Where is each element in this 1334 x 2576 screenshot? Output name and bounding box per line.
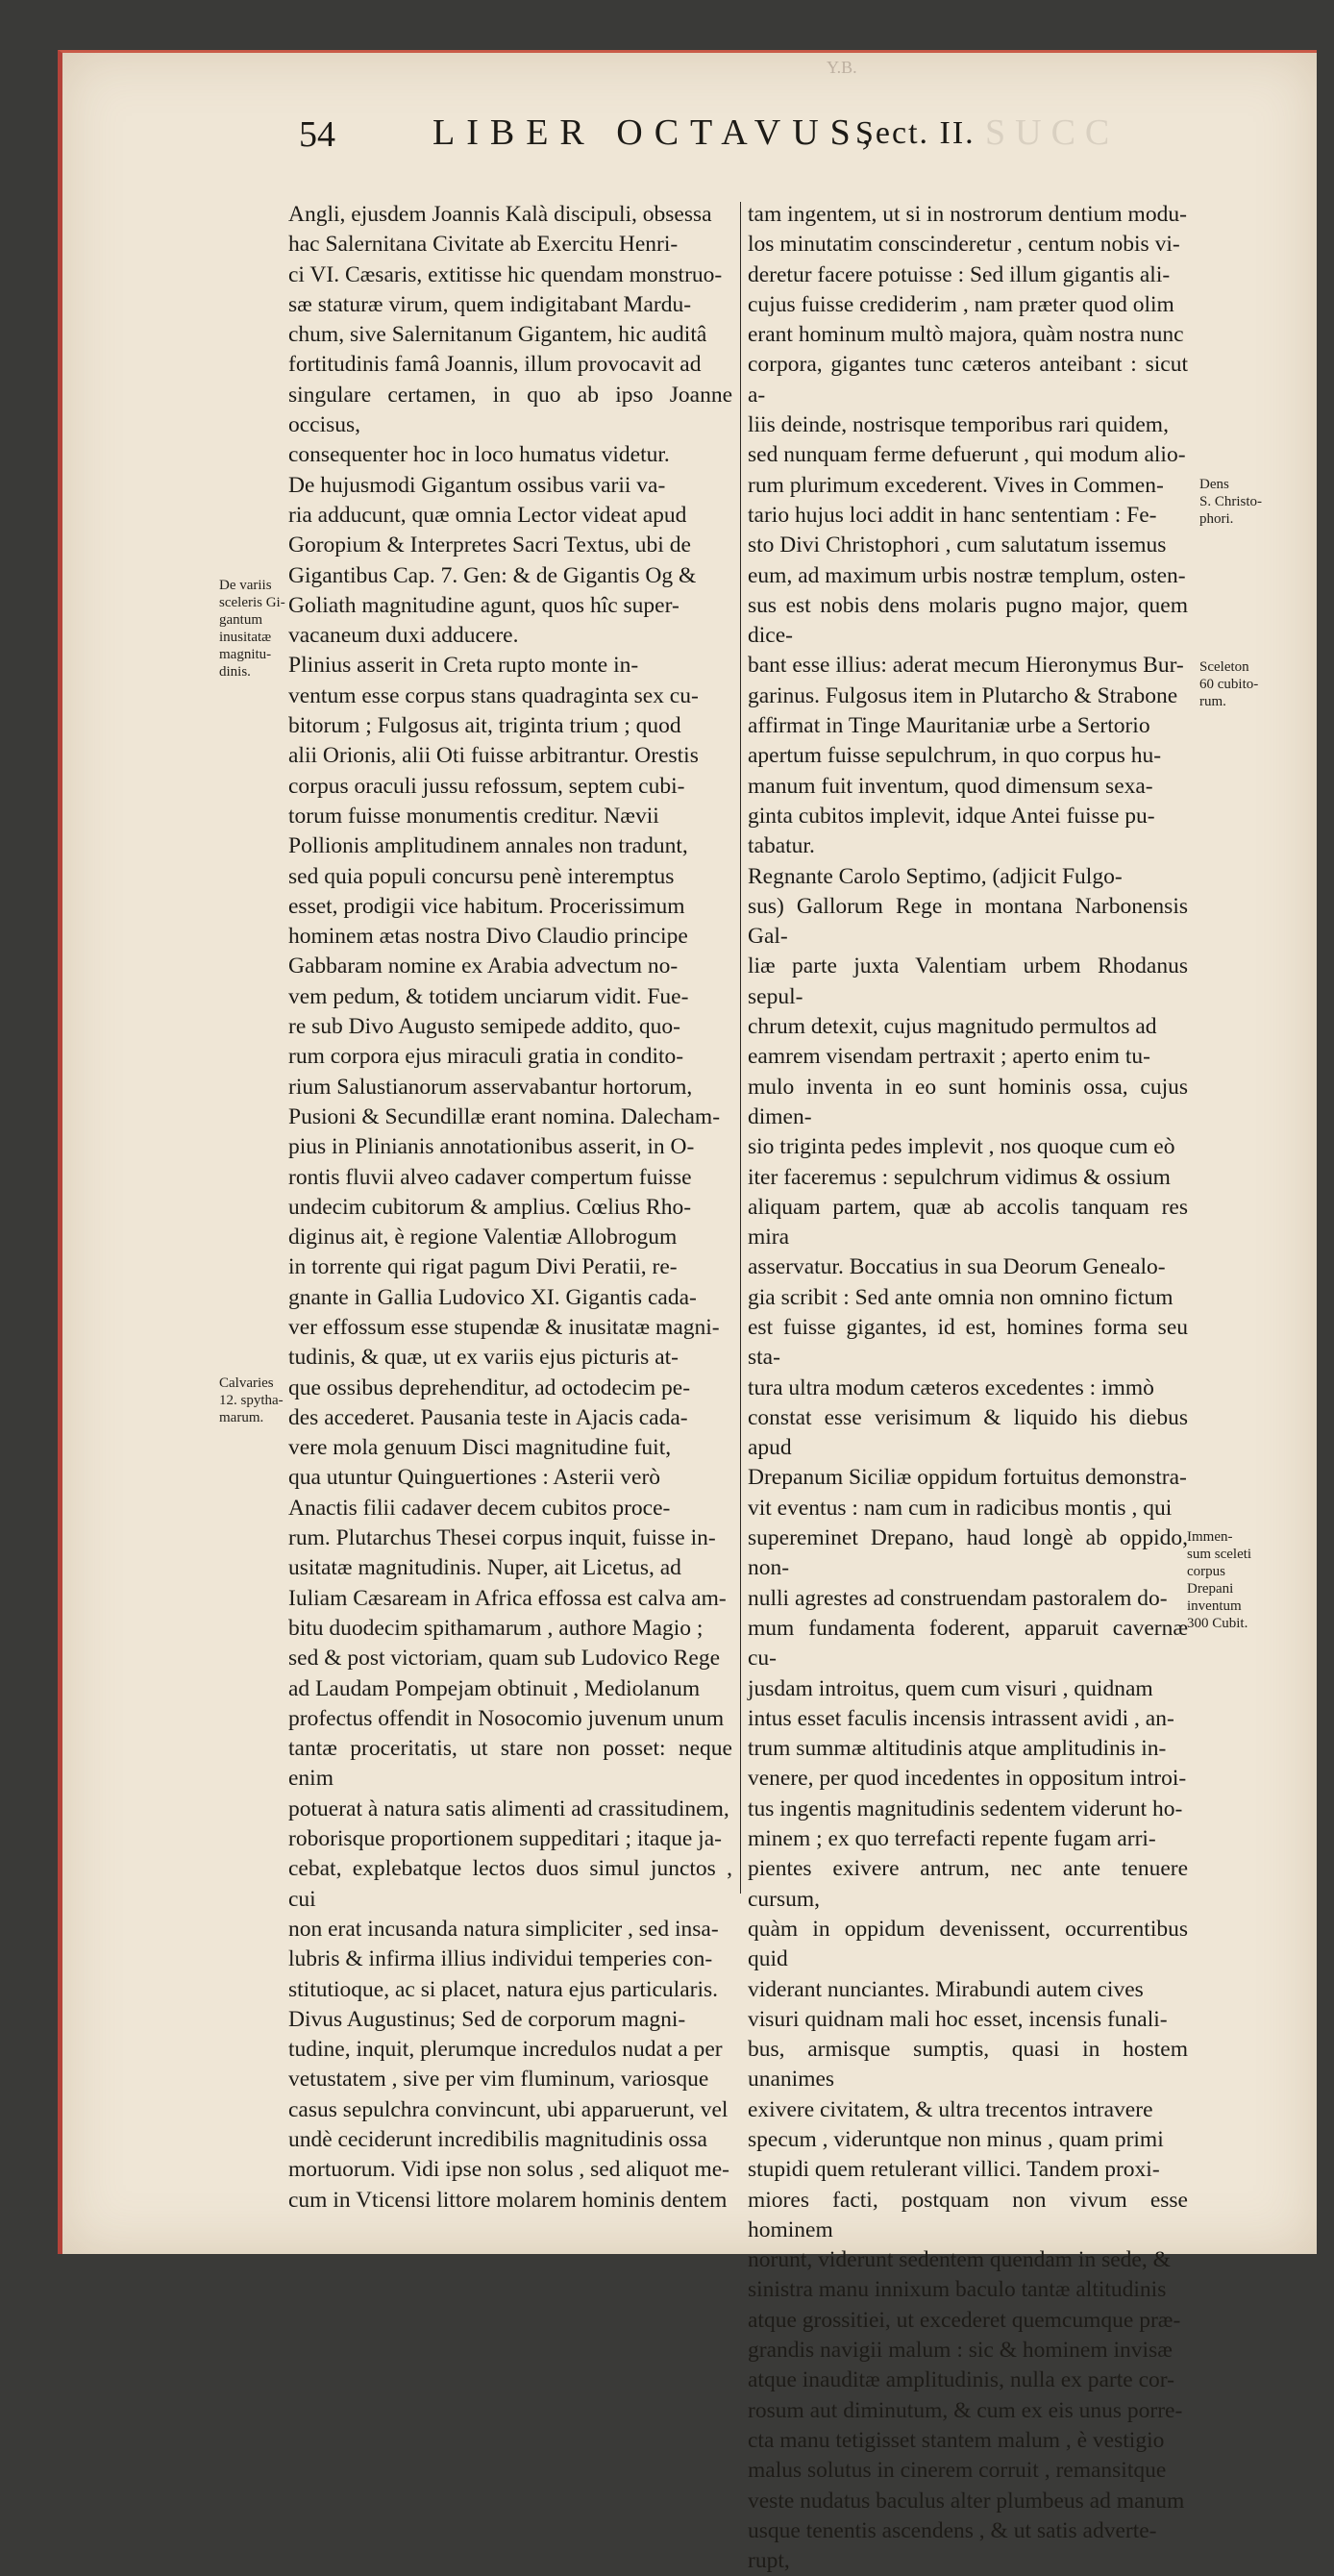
text-line: chrum detexit, cujus magnitudo permultos ad: [748, 1014, 1157, 1040]
text-line: esset, prodigii vice habitum. Procerissimum: [288, 893, 685, 919]
text-line: ci VI. Cæsaris, extitisse hic quendam monstruo-: [288, 261, 723, 287]
text-line: deretur facere potuisse : Sed illum gigantis ali-: [748, 261, 1171, 287]
text-line: sceleris Gi-: [219, 595, 285, 610]
column-divider: [740, 202, 741, 1894]
text-line: mum fundamenta foderent, apparuit cavernæ cu-: [748, 1615, 1188, 1672]
text-line: liis deinde, nostrisque temporibus rari quidem,: [748, 412, 1169, 438]
text-line: bitorum ; Fulgosus ait, triginta trium ; quod: [288, 713, 681, 739]
text-line: affirmat in Tinge Mauritaniæ urbe a Sertorio: [748, 713, 1150, 739]
text-line: gantum: [219, 612, 262, 628]
text-line: ad Laudam Pompejam obtinuit , Mediolanum: [288, 1675, 701, 1701]
text-line: tam ingentem, ut si in nostrorum dentium modu-: [748, 202, 1187, 227]
text-line: Gigantibus Cap. 7. Gen: & de Gigantis Og &: [288, 562, 697, 588]
text-line: garinus. Fulgosus item in Plutarcho & Strabone: [748, 682, 1178, 708]
text-line: sto Divi Christophori , cum salutatum issemus: [748, 533, 1167, 558]
text-line: undecim cubitorum & amplius. Cœlius Rho-: [288, 1194, 692, 1220]
text-line: vit eventus : nam cum in radicibus montis , qui: [748, 1495, 1173, 1521]
text-line: tudinis, & quæ, ut ex variis ejus picturis at-: [288, 1345, 679, 1371]
text-line: cebat, explebatque lectos duos simul junctos , cui: [288, 1856, 732, 1912]
text-line: inventum: [1187, 1598, 1242, 1614]
text-line: marum.: [219, 1410, 264, 1425]
text-line: diginus ait, è regione Valentiæ Allobrogum: [288, 1225, 678, 1251]
faint-stamp: Y.B.: [827, 58, 857, 77]
text-line: Pusioni & Secundillæ erant nomina. Dalecham-: [288, 1103, 721, 1129]
text-line: hac Salernitana Civitate ab Exercitu Henri-: [288, 232, 679, 258]
text-line: veste nudatus baculus alter plumbeus ad manum: [748, 2488, 1185, 2514]
text-line: 300 Cubit.: [1187, 1616, 1248, 1631]
text-line: tus ingentis magnitudinis sedentem viderunt ho-: [748, 1796, 1183, 1821]
text-line: sed & post victoriam, quam sub Ludovico Rege: [288, 1646, 721, 1672]
text-line: Plinius asserit in Creta rupto monte in-: [288, 653, 639, 679]
text-line: De hujusmodi Gigantum ossibus varii va-: [288, 472, 666, 498]
text-line: jusdam introitus, quem cum visuri , quidnam: [748, 1675, 1153, 1701]
text-line: vacaneum duxi adducere.: [288, 623, 519, 649]
text-line: bus, armisque sumptis, quasi in hostem unanimes: [748, 2037, 1188, 2093]
text-line: supereminet Drepano, haud longè ab oppido, non-: [748, 1525, 1188, 1581]
text-line: rum. Plutarchus Thesei corpus inquit, fuisse in-: [288, 1525, 716, 1551]
text-line: bant esse illius: aderat mecum Hieronymus Bur-: [748, 653, 1184, 679]
text-line: stitutioque, ac si placet, natura ejus particularis.: [288, 1976, 719, 2002]
text-line: manum fuit inventum, quod dimensum sexa-: [748, 773, 1153, 799]
text-line: qua utuntur Quinguertiones : Asterii verò: [288, 1465, 661, 1491]
text-line: 60 cubito-: [1199, 677, 1259, 692]
text-line: non erat incusanda natura simpliciter , sed insa-: [288, 1916, 719, 1942]
text-line: viderant nunciantes. Mirabundi autem cives: [748, 1976, 1144, 2002]
text-line: stupidi quem retulerant villici. Tandem proxi-: [748, 2157, 1160, 2183]
text-line: rum.: [1199, 694, 1226, 709]
text-line: que ossibus deprehenditur, ad octodecim pe-: [288, 1375, 691, 1400]
text-line: nulli agrestes ad construendam pastoralem do-: [748, 1585, 1168, 1611]
text-line: sus) Gallorum Rege in montana Narbonensis Gal-: [748, 893, 1188, 950]
text-line: atque grossitiei, ut excederet quemcumque præ-: [748, 2307, 1181, 2333]
text-line: visuri quidnam mali hoc esset, incensis funali-: [748, 2006, 1168, 2032]
text-line: Calvaries: [219, 1375, 274, 1391]
text-line: hominem ætas nostra Divo Claudio principe: [288, 924, 688, 950]
text-line: vetustatem , sive per vim fluminum, variosque: [288, 2067, 709, 2093]
text-line: chum, sive Salernitanum Gigantem, hic auditâ: [288, 322, 707, 348]
text-line: miores facti, postquam non vivum esse hominem: [748, 2187, 1188, 2242]
text-line: dinis.: [219, 664, 251, 680]
margin-note-left-1: [219, 577, 286, 681]
text-column-right: [748, 200, 1188, 2576]
text-line: sum sceleti: [1187, 1547, 1252, 1562]
text-line: Divus Augustinus; Sed de corporum magni-: [288, 2006, 686, 2032]
text-line: phori.: [1199, 511, 1234, 527]
text-line: rontis fluvii alveo cadaver compertum fuisse: [288, 1164, 692, 1190]
page-number: 54: [299, 114, 335, 155]
text-line: sinistra manu innixum baculo tantæ altitudinis: [748, 2277, 1167, 2303]
text-line: cta manu tetigisset stantem malum , è vestigio: [748, 2427, 1165, 2453]
text-line: est fuisse gigantes, id est, homines forma seu sta-: [748, 1314, 1188, 1371]
text-line: aliquam partem, quæ ab accolis tanquam res mira: [748, 1194, 1188, 1251]
text-line: Goliath magnitudine agunt, quos hîc super-: [288, 592, 679, 618]
text-line: Anactis filii cadaver decem cubitos proce-: [288, 1495, 671, 1521]
text-line: liæ parte juxta Valentiam urbem Rhodanus sepul-: [748, 954, 1188, 1009]
text-line: sed quia populi concursu penè interemptus: [288, 863, 675, 889]
text-line: consequenter hoc in loco humatus videtur.: [288, 442, 670, 468]
text-line: Regnante Carolo Septimo, (adjicit Fulgo-: [748, 863, 1123, 889]
text-line: tura ultra modum cæteros excedentes : immò: [748, 1375, 1154, 1400]
text-line: Angli, ejusdem Joannis Kalà discipuli, obsessa: [288, 202, 712, 227]
text-line: lubris & infirma illius individui temperies con-: [288, 1946, 713, 1972]
text-line: eamrem visendam pertraxit ; aperto enim tu-: [748, 1044, 1150, 1070]
text-line: norunt, viderunt sedentem quendam in sede, &: [748, 2247, 1171, 2273]
text-line: sæ staturæ virum, quem indigitabant Mardu-: [288, 291, 692, 317]
text-line: tabatur.: [748, 833, 815, 859]
text-line: singulare certamen, in quo ab ipso Joanne occisus,: [288, 382, 732, 438]
text-line: mulo inventa in eo sunt hominis ossa, cujus dimen-: [748, 1074, 1188, 1129]
text-line: erant hominum multò majora, quàm nostra nunc: [748, 322, 1184, 348]
text-line: alii Orionis, alii Oti fuisse arbitrantur. Orestis: [288, 743, 699, 769]
text-line: rium Salustianorum asservabantur hortorum,: [288, 1074, 693, 1100]
text-line: Iuliam Cæsaream in Africa effossa est calva am-: [288, 1585, 727, 1611]
text-line: grandis navigii malum : sic & hominem invisæ: [748, 2338, 1173, 2364]
text-line: rupt,: [748, 2548, 790, 2574]
text-line: casus sepulchra convincunt, ubi apparuerunt, vel: [288, 2096, 729, 2122]
text-line: los minutatim conscinderetur , centum nobis vi-: [748, 232, 1180, 258]
text-line: gia scribit : Sed ante omnia non omnino fictum: [748, 1284, 1173, 1310]
text-line: specum , videruntque non minus , quam primi: [748, 2127, 1164, 2152]
show-through-text: SUCC: [985, 112, 1120, 153]
text-line: re sub Divo Augusto semipede addito, quo-: [288, 1014, 680, 1040]
text-line: corpora, gigantes tunc cæteros anteibant : sicut a-: [748, 352, 1188, 408]
running-header: [245, 106, 1245, 163]
text-line: Dens: [1199, 477, 1229, 492]
text-line: iter faceremus : sepulchrum vidimus & ossium: [748, 1164, 1171, 1190]
text-line: corpus: [1187, 1564, 1225, 1579]
running-head: LIBER OCTAVUS,: [432, 112, 883, 153]
text-line: pius in Plinianis annotationibus asserit, in O-: [288, 1134, 695, 1160]
text-line: potuerat à natura satis alimenti ad crassitudinem,: [288, 1796, 729, 1821]
margin-note-left-2: [219, 1375, 286, 1426]
text-line: pientes exivere antrum, nec ante tenuere cursum,: [748, 1856, 1188, 1912]
text-line: usque tenentis ascendens , & ut satis adverte-: [748, 2517, 1157, 2543]
text-line: sus est nobis dens molaris pugno major, quem dice-: [748, 592, 1188, 649]
text-line: vem pedum, & totidem unciarum vidit. Fue-: [288, 983, 689, 1009]
text-line: mortuorum. Vidi ipse non solus , sed aliquot me-: [288, 2157, 729, 2183]
text-line: tudine, inquit, plerumque incredulos nudat a per: [288, 2037, 723, 2063]
text-line: Drepani: [1187, 1581, 1234, 1597]
text-line: Pollionis amplitudinem annales non tradunt,: [288, 833, 688, 859]
text-line: malus solutus in cinerem corruit , remansitque: [748, 2458, 1167, 2484]
text-line: fortitudinis famâ Joannis, illum provocavit ad: [288, 352, 702, 378]
text-line: roborisque proportionem suppeditari ; itaque ja-: [288, 1826, 722, 1852]
text-line: Gabbaram nomine ex Arabia advectum no-: [288, 954, 679, 979]
text-line: bitu duodecim spithamarum , authore Magio ;: [288, 1615, 704, 1641]
text-line: asservatur. Boccatius in sua Deorum Genealo-: [748, 1254, 1166, 1280]
text-line: des accederet. Pausania teste in Ajacis cada-: [288, 1404, 688, 1430]
text-line: inusitatæ: [219, 630, 272, 645]
text-line: in torrente qui rigat pagum Divi Peratii, re-: [288, 1254, 678, 1280]
text-line: 12. spytha-: [219, 1393, 284, 1408]
text-line: apertum fuisse sepulchrum, in quo corpus hu-: [748, 743, 1162, 769]
text-line: atque inauditæ amplitudinis, nulla ex parte cor-: [748, 2367, 1174, 2393]
text-line: rum plurimum excederent. Vives in Commen-: [748, 472, 1164, 498]
text-line: torum fuisse monumentis creditur. Nævii: [288, 803, 659, 829]
text-line: ver effossum esse stupendæ & inusitatæ magni-: [288, 1314, 720, 1340]
text-line: exivere civitatem, & ultra trecentos intravere: [748, 2096, 1153, 2122]
text-line: quàm in oppidum devenissent, occurrentibus quid: [748, 1916, 1188, 1972]
text-line: rum corpora ejus miraculi gratia in condito-: [288, 1044, 684, 1070]
text-line: usitatæ magnitudinis. Nuper, ait Licetus, ad: [288, 1555, 681, 1581]
margin-note-right-2: [1199, 658, 1267, 710]
text-line: sio triginta pedes implevit , nos quoque cum eò: [748, 1134, 1175, 1160]
text-column-left: [288, 200, 732, 2216]
text-line: cujus fuisse crediderim , nam præter quod olim: [748, 291, 1174, 317]
text-line: Immen-: [1187, 1529, 1233, 1545]
text-line: De variis: [219, 578, 272, 593]
margin-note-right-1: [1199, 476, 1267, 528]
text-line: intus esset faculis incensis intrassent avidi , an-: [748, 1705, 1174, 1731]
text-line: trum summæ altitudinis atque amplitudinis in-: [748, 1736, 1167, 1762]
text-line: tantæ proceritatis, ut stare non posset: neque enim: [288, 1736, 732, 1792]
text-line: undè ceciderunt incredibilis magnitudinis ossa: [288, 2127, 707, 2152]
text-line: constat esse verisimum & liquido his diebus apud: [748, 1404, 1188, 1461]
text-line: venere, per quod incedentes in oppositum introi-: [748, 1766, 1187, 1792]
text-line: profectus offendit in Nosocomio juvenum unum: [288, 1705, 725, 1731]
text-line: Goropium & Interpretes Sacri Textus, ubi de: [288, 533, 691, 558]
text-line: Sceleton: [1199, 659, 1249, 675]
text-line: S. Christo-: [1199, 494, 1263, 509]
text-line: ginta cubitos implevit, idque Antei fuisse pu-: [748, 803, 1155, 829]
text-line: rosum aut diminutum, & cum ex eis unus porre-: [748, 2397, 1183, 2423]
text-line: tario hujus loci addit in hanc sententiam : Fe-: [748, 502, 1157, 528]
text-line: gnante in Gallia Ludovico XI. Gigantis cada-: [288, 1284, 697, 1310]
text-line: sed nunquam ferme defuerunt , qui modum alio-: [748, 442, 1186, 468]
text-line: eum, ad maximum urbis nostræ templum, osten-: [748, 562, 1186, 588]
text-line: vere mola genuum Disci magnitudine fuit,: [288, 1435, 672, 1461]
text-line: cum in Vticensi littore molarem hominis dentem: [288, 2187, 728, 2213]
section-label: Sect. II.: [855, 115, 976, 151]
margin-note-right-3: [1187, 1528, 1264, 1632]
text-line: corpus oraculi jussu refossum, septem cubi-: [288, 773, 685, 799]
text-line: ventum esse corpus stans quadraginta sex cu-: [288, 682, 699, 708]
text-line: magnitu-: [219, 647, 272, 662]
text-line: Drepanum Siciliæ oppidum fortuitus demonstra-: [748, 1465, 1187, 1491]
text-line: minem ; ex quo terrefacti repente fugam arri-: [748, 1826, 1156, 1852]
text-line: ria adducunt, quæ omnia Lector videat apud: [288, 502, 687, 528]
